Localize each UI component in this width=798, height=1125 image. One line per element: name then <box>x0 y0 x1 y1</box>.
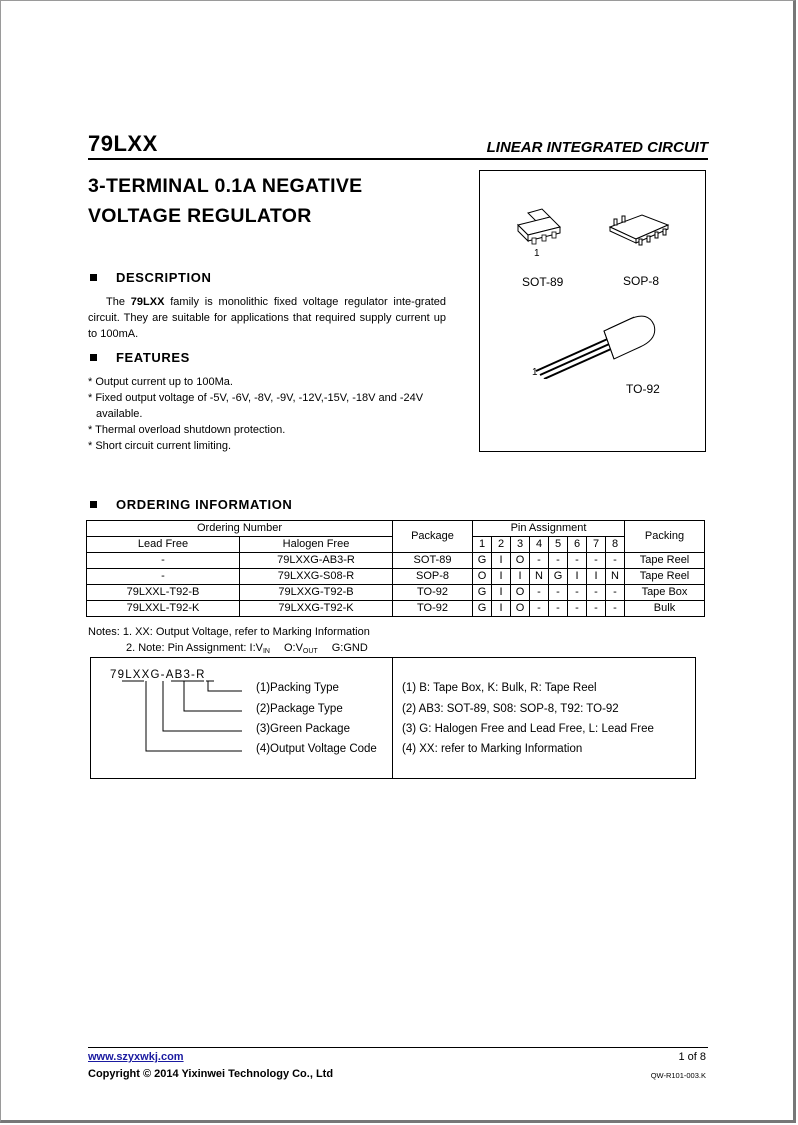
part-code-leader-lines <box>90 657 390 779</box>
table-row <box>87 601 705 617</box>
lead-free-cell: 79LXXL-T92-K <box>87 601 240 617</box>
pin-number-header: 3 <box>511 537 530 553</box>
packing-header: Packing <box>625 521 705 553</box>
feature-item: * Thermal overload shutdown protection. <box>88 424 286 436</box>
packing-cell: Tape Reel <box>625 553 705 569</box>
pin-number-header: 4 <box>530 537 549 553</box>
header-rule <box>88 158 708 160</box>
table-header-row <box>87 521 705 537</box>
page-number: 1 of 8 <box>678 1051 706 1063</box>
package-cell: TO-92 <box>393 601 473 617</box>
to92-package-image <box>530 309 660 379</box>
package-cell: TO-92 <box>393 585 473 601</box>
pin-cell: - <box>587 601 606 617</box>
code-label-green-package: (3)Green Package <box>256 723 350 735</box>
pin-assignment-header: Pin Assignment <box>473 521 625 537</box>
package-cell: SOP-8 <box>393 569 473 585</box>
pin-cell: - <box>530 585 549 601</box>
code-label-package-type: (2)Package Type <box>256 703 343 715</box>
halogen-free-cell: 79LXXG-AB3-R <box>240 553 393 569</box>
to92-pin1-label: 1 <box>532 367 538 378</box>
lead-free-cell: - <box>87 569 240 585</box>
pin-cell: N <box>606 569 625 585</box>
pin-cell: - <box>606 553 625 569</box>
package-illustrations <box>479 170 706 452</box>
code-explanation: (2) AB3: SOT-89, S08: SOP-8, T92: TO-92 <box>402 703 619 715</box>
code-label-output-voltage: (4)Output Voltage Code <box>256 743 377 755</box>
pin-cell: G <box>473 553 492 569</box>
title-line-2: VOLTAGE REGULATOR <box>88 205 312 227</box>
pin-cell: O <box>511 585 530 601</box>
bullet-square-icon <box>90 354 97 361</box>
pin-cell: I <box>568 569 587 585</box>
page-title <box>88 171 468 231</box>
ordering-table <box>86 520 705 617</box>
table-row <box>87 585 705 601</box>
part-code-string: 79LXXG-AB3-R <box>110 669 206 681</box>
ordering-number-header: Ordering Number <box>87 521 393 537</box>
pin-cell: O <box>473 569 492 585</box>
pin-cell: G <box>549 569 568 585</box>
halogen-free-cell: 79LXXG-T92-B <box>240 585 393 601</box>
sot89-pin1-label: 1 <box>534 248 540 259</box>
feature-item: * Output current up to 100Ma. <box>88 376 233 388</box>
pin-cell: O <box>511 553 530 569</box>
packing-cell: Tape Reel <box>625 569 705 585</box>
part-number: 79LXX <box>88 131 158 156</box>
pin-cell: - <box>587 585 606 601</box>
ordering-note-1: Notes: 1. XX: Output Voltage, refer to Marking Information <box>88 626 370 638</box>
lead-free-header: Lead Free <box>87 537 240 553</box>
packing-cell: Tape Box <box>625 585 705 601</box>
pin-cell: - <box>568 553 587 569</box>
ordering-heading: ORDERING INFORMATION <box>90 497 292 512</box>
pin-number-header: 2 <box>492 537 511 553</box>
package-header: Package <box>393 521 473 553</box>
sot89-package-image <box>510 205 570 255</box>
pin-cell: - <box>549 585 568 601</box>
pin-number-header: 8 <box>606 537 625 553</box>
features-heading: FEATURES <box>90 350 190 365</box>
website-link[interactable]: www.szyxwkj.com <box>88 1051 184 1063</box>
description-heading: DESCRIPTION <box>90 270 211 285</box>
sop8-package-image <box>606 211 676 251</box>
packing-cell: Bulk <box>625 601 705 617</box>
pin-cell: - <box>568 585 587 601</box>
pin-cell: - <box>606 601 625 617</box>
feature-item: * Fixed output voltage of -5V, -6V, -8V, -9V, -12V,-15V, -18V and -24V available. <box>88 392 424 420</box>
pin-cell: - <box>549 553 568 569</box>
code-explanation: (4) XX: refer to Marking Information <box>402 743 583 755</box>
pin-cell: I <box>492 553 511 569</box>
document-category: LINEAR INTEGRATED CIRCUIT <box>486 139 708 156</box>
pin-number-header: 7 <box>587 537 606 553</box>
pin-cell: - <box>549 601 568 617</box>
pin-cell: I <box>492 585 511 601</box>
pin-cell: - <box>587 553 606 569</box>
feature-item: * Short circuit current limiting. <box>88 440 232 452</box>
part-code-divider <box>392 657 393 779</box>
package-cell: SOT-89 <box>393 553 473 569</box>
code-explanation: (3) G: Halogen Free and Lead Free, L: Lead Free <box>402 723 654 735</box>
features-list <box>88 374 438 454</box>
pin-cell: N <box>530 569 549 585</box>
sop8-label: SOP-8 <box>623 274 660 288</box>
pin-cell: O <box>511 601 530 617</box>
pin-cell: I <box>587 569 606 585</box>
table-row <box>87 569 705 585</box>
pin-cell: - <box>530 553 549 569</box>
pin-number-header: 6 <box>568 537 587 553</box>
pin-cell: - <box>568 601 587 617</box>
halogen-free-cell: 79LXXG-T92-K <box>240 601 393 617</box>
pin-cell: G <box>473 601 492 617</box>
description-part-name: 79LXX <box>130 296 165 308</box>
pin-number-header: 5 <box>549 537 568 553</box>
table-row <box>87 553 705 569</box>
halogen-free-header: Halogen Free <box>240 537 393 553</box>
pin-cell: - <box>530 601 549 617</box>
sot89-label: SOT-89 <box>522 275 564 289</box>
code-explanation: (1) B: Tape Box, K: Bulk, R: Tape Reel <box>402 682 597 694</box>
pin-cell: I <box>492 601 511 617</box>
lead-free-cell: - <box>87 553 240 569</box>
bullet-square-icon <box>90 274 97 281</box>
lead-free-cell: 79LXXL-T92-B <box>87 585 240 601</box>
pin-cell: I <box>511 569 530 585</box>
pin-number-header: 1 <box>473 537 492 553</box>
title-line-1: 3-TERMINAL 0.1A NEGATIVE <box>88 175 363 197</box>
code-label-packing-type: (1)Packing Type <box>256 682 339 694</box>
footer-rule <box>88 1047 708 1048</box>
to92-label: TO-92 <box>626 382 660 396</box>
description-text: The 79LXX family is monolithic fixed voltage regulator inte-grated circuit. They are suitable for applications that required supply current up to 100mA. <box>88 296 447 340</box>
pin-cell: - <box>606 585 625 601</box>
bullet-square-icon <box>90 501 97 508</box>
pin-cell: G <box>473 585 492 601</box>
pin-cell: I <box>492 569 511 585</box>
document-number: QW-R101-003.K <box>650 1071 706 1080</box>
copyright: Copyright © 2014 Yixinwei Technology Co., Ltd <box>88 1068 334 1080</box>
ordering-note-2: 2. Note: Pin Assignment: $I:V_{IN}$ $O:V_{OUT}$ G:GND <box>126 642 368 655</box>
halogen-free-cell: 79LXXG-S08-R <box>240 569 393 585</box>
